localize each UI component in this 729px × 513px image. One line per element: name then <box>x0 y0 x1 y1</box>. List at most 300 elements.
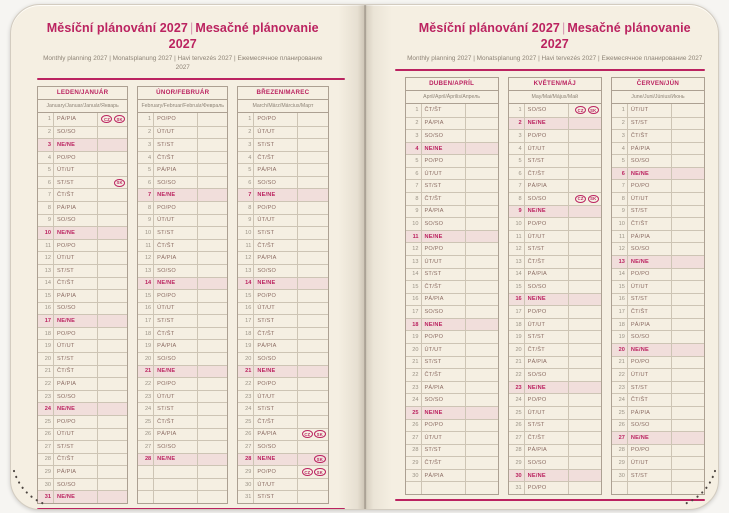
month-title: ČERVEN/JÚN <box>612 78 704 91</box>
day-number: 12 <box>238 252 254 264</box>
notes-cell <box>198 315 227 327</box>
notes-cell <box>466 344 498 356</box>
notes-cell <box>298 303 327 315</box>
day-number <box>138 491 154 503</box>
notes-cell <box>569 394 601 406</box>
day-of-week-label: PÁ/PIA <box>422 470 466 482</box>
day-row <box>38 428 127 441</box>
notes-cell <box>198 403 227 415</box>
day-number: 13 <box>612 256 628 268</box>
day-number: 24 <box>509 394 525 406</box>
day-number: 31 <box>509 482 525 494</box>
day-row <box>238 239 327 252</box>
notes-cell <box>672 218 704 230</box>
day-of-week-label: ČT/ŠT <box>422 281 466 293</box>
day-row <box>612 393 704 406</box>
notes-cell <box>98 454 127 466</box>
day-row <box>612 192 704 205</box>
day-of-week-label: ÚT/UT <box>54 164 98 176</box>
day-row <box>138 302 227 315</box>
day-number: 10 <box>238 227 254 239</box>
day-number: 7 <box>138 189 154 201</box>
month-rows <box>238 113 327 503</box>
day-row <box>38 352 127 365</box>
empty-filler-row <box>406 481 498 494</box>
day-row <box>238 314 327 327</box>
day-row <box>612 242 704 255</box>
day-of-week-label <box>422 482 466 494</box>
day-of-week-label: SO/SO <box>254 177 298 189</box>
notes-cell <box>98 403 127 415</box>
day-number: 27 <box>38 441 54 453</box>
notes-cell <box>466 482 498 494</box>
day-of-week-label: ÚT/UT <box>525 319 569 331</box>
day-number: 8 <box>38 202 54 214</box>
notes-cell <box>198 491 227 503</box>
month-table <box>37 86 128 504</box>
day-number: 13 <box>238 265 254 277</box>
day-row <box>406 406 498 419</box>
day-of-week-label: ÚT/UT <box>628 457 672 469</box>
day-number: 14 <box>406 269 422 281</box>
day-of-week-label: ČT/ŠT <box>525 256 569 268</box>
notes-cell <box>466 180 498 192</box>
day-row <box>406 444 498 457</box>
holiday-badge-sk: SK <box>114 179 125 187</box>
day-row <box>38 478 127 491</box>
day-row <box>406 318 498 331</box>
day-number: 3 <box>406 130 422 142</box>
notes-cell <box>298 127 327 139</box>
day-number: 1 <box>138 113 154 126</box>
month-subtitle: May/Mai/Május/Май <box>509 91 601 104</box>
day-of-week-label: ÚT/UT <box>422 432 466 444</box>
notes-cell <box>672 155 704 167</box>
notes-cell <box>569 130 601 142</box>
day-row <box>238 151 327 164</box>
day-of-week-label: NE/NE <box>422 319 466 331</box>
day-number: 27 <box>406 432 422 444</box>
day-of-week-label: NE/NE <box>422 143 466 155</box>
notes-cell <box>198 454 227 466</box>
day-of-week-label: ČT/ŠT <box>54 366 98 378</box>
day-of-week-label: ST/ST <box>422 269 466 281</box>
holiday-badge-sk: SK <box>314 455 325 463</box>
notes-cell <box>198 265 227 277</box>
day-number: 6 <box>138 177 154 189</box>
day-number: 16 <box>406 294 422 306</box>
day-of-week-label: ÚT/UT <box>254 215 298 227</box>
day-number: 16 <box>238 303 254 315</box>
day-of-week-label: ČT/ŠT <box>628 218 672 230</box>
day-of-week-label: NE/NE <box>254 366 298 378</box>
day-row <box>509 255 601 268</box>
notes-cell <box>466 420 498 432</box>
notes-cell <box>569 269 601 281</box>
notes-cell <box>298 479 327 491</box>
day-number: 19 <box>38 340 54 352</box>
page-subtitle: Monthly planning 2027 | Monatsplanung 2027 | Havi tervezés 2027 | Ежемесячное планирование 2027 <box>407 55 703 62</box>
day-row <box>509 242 601 255</box>
notes-cell <box>569 168 601 180</box>
day-number: 28 <box>406 445 422 457</box>
notes-cell <box>466 143 498 155</box>
day-of-week-label: ST/ST <box>54 441 98 453</box>
notes-cell <box>672 369 704 381</box>
day-of-week-label: ST/ST <box>154 227 198 239</box>
day-row <box>406 305 498 318</box>
day-row <box>138 226 227 239</box>
day-row <box>138 151 227 164</box>
day-of-week-label: SO/SO <box>422 306 466 318</box>
day-row <box>406 393 498 406</box>
day-of-week-label: PO/PO <box>54 240 98 252</box>
day-of-week-label: ÚT/UT <box>154 303 198 315</box>
day-of-week-label: NE/NE <box>154 278 198 290</box>
day-of-week-label: NE/NE <box>154 454 198 466</box>
page-title-cz: Měsíční plánování 2027 <box>46 21 188 35</box>
day-row <box>238 377 327 390</box>
notes-cell <box>672 432 704 444</box>
day-row <box>238 478 327 491</box>
day-of-week-label: ÚT/UT <box>154 391 198 403</box>
day-row <box>509 293 601 306</box>
day-number: 2 <box>612 118 628 130</box>
month-title: BŘEZEN/MAREC <box>238 87 327 100</box>
notes-cell <box>198 177 227 189</box>
notes-cell <box>298 391 327 403</box>
day-number: 4 <box>406 143 422 155</box>
notes-cell <box>672 104 704 117</box>
day-of-week-label: ST/ST <box>254 403 298 415</box>
day-number: 5 <box>612 155 628 167</box>
day-of-week-label: ČT/ŠT <box>54 454 98 466</box>
day-row <box>38 339 127 352</box>
day-number: 8 <box>138 202 154 214</box>
notes-cell <box>672 344 704 356</box>
notes-cell <box>98 491 127 503</box>
notes-cell <box>672 482 704 494</box>
day-number: 2 <box>238 127 254 139</box>
day-number: 25 <box>238 416 254 428</box>
day-number: 14 <box>38 278 54 290</box>
months-grid <box>405 77 706 495</box>
day-number: 22 <box>612 369 628 381</box>
day-number: 12 <box>406 243 422 255</box>
day-row <box>406 456 498 469</box>
day-row <box>509 192 601 205</box>
day-number: 7 <box>238 189 254 201</box>
notes-cell <box>298 177 327 189</box>
day-of-week-label: PO/PO <box>422 155 466 167</box>
holiday-badge-cz: CZ <box>302 468 313 476</box>
notes-cell <box>298 152 327 164</box>
notes-cell <box>98 202 127 214</box>
notes-cell <box>672 331 704 343</box>
day-number: 26 <box>612 420 628 432</box>
day-row <box>509 330 601 343</box>
notes-cell <box>198 416 227 428</box>
page-title-cz: Měsíční plánování 2027 <box>418 21 560 35</box>
day-of-week-label: NE/NE <box>628 344 672 356</box>
notes-cell <box>298 429 327 441</box>
day-number: 9 <box>509 206 525 218</box>
day-number: 28 <box>238 454 254 466</box>
day-number: 23 <box>238 391 254 403</box>
notes-cell <box>672 168 704 180</box>
day-of-week-label: PO/PO <box>525 306 569 318</box>
day-of-week-label: ČT/ŠT <box>422 104 466 117</box>
day-row <box>612 217 704 230</box>
day-of-week-label: SO/SO <box>525 457 569 469</box>
notes-cell <box>466 155 498 167</box>
day-row <box>38 201 127 214</box>
day-of-week-label: SO/SO <box>254 353 298 365</box>
day-number: 20 <box>406 344 422 356</box>
notes-cell <box>569 256 601 268</box>
day-number: 20 <box>509 344 525 356</box>
day-number: 17 <box>509 306 525 318</box>
notes-cell <box>672 243 704 255</box>
day-of-week-label: PÁ/PIA <box>525 357 569 369</box>
notes-cell <box>569 432 601 444</box>
day-row <box>612 280 704 293</box>
header-rule <box>395 69 706 71</box>
day-number: 30 <box>238 479 254 491</box>
notes-cell <box>198 113 227 126</box>
day-row <box>238 289 327 302</box>
day-number: 21 <box>406 357 422 369</box>
day-row <box>509 268 601 281</box>
day-number: 16 <box>138 303 154 315</box>
day-of-week-label: ST/ST <box>422 180 466 192</box>
day-number: 5 <box>406 155 422 167</box>
day-row <box>138 163 227 176</box>
day-number: 8 <box>612 193 628 205</box>
day-number: 9 <box>612 206 628 218</box>
day-number: 17 <box>238 315 254 327</box>
notes-cell <box>569 118 601 130</box>
day-of-week-label: PÁ/PIA <box>525 269 569 281</box>
notes-cell <box>98 353 127 365</box>
day-number: 25 <box>38 416 54 428</box>
day-number: 1 <box>612 104 628 117</box>
notes-cell <box>198 164 227 176</box>
day-number: 13 <box>509 256 525 268</box>
day-of-week-label: ÚT/UT <box>254 127 298 139</box>
day-number: 4 <box>509 143 525 155</box>
day-row <box>138 377 227 390</box>
day-of-week-label: PÁ/PIA <box>254 164 298 176</box>
day-of-week-label: NE/NE <box>54 491 98 503</box>
day-of-week-label: ČT/ŠT <box>54 189 98 201</box>
month-rows <box>38 113 127 503</box>
day-row <box>509 305 601 318</box>
page-title <box>405 20 706 52</box>
day-row <box>38 163 127 176</box>
day-row <box>509 142 601 155</box>
day-of-week-label: ÚT/UT <box>154 215 198 227</box>
day-of-week-label: SO/SO <box>54 127 98 139</box>
day-number: 21 <box>509 357 525 369</box>
day-number: 19 <box>138 340 154 352</box>
notes-cell <box>98 466 127 478</box>
notes-cell <box>98 303 127 315</box>
day-of-week-label: PÁ/PIA <box>154 429 198 441</box>
day-number: 25 <box>612 407 628 419</box>
notes-cell <box>198 227 227 239</box>
day-row <box>406 192 498 205</box>
day-number: 23 <box>612 382 628 394</box>
day-number: 20 <box>238 353 254 365</box>
day-number: 7 <box>509 180 525 192</box>
day-number: 3 <box>138 139 154 151</box>
day-number: 21 <box>38 366 54 378</box>
day-row <box>406 293 498 306</box>
notes-cell <box>569 457 601 469</box>
notes-cell <box>466 394 498 406</box>
day-number: 14 <box>238 278 254 290</box>
day-number: 15 <box>406 281 422 293</box>
day-row <box>138 365 227 378</box>
holiday-badge-sk: SK <box>114 115 125 123</box>
notes-cell <box>466 281 498 293</box>
day-of-week-label: NE/NE <box>154 366 198 378</box>
day-row <box>612 318 704 331</box>
day-number: 24 <box>138 403 154 415</box>
day-of-week-label: NE/NE <box>525 382 569 394</box>
day-row <box>238 264 327 277</box>
day-of-week-label: NE/NE <box>628 168 672 180</box>
holiday-badge-sk: SK <box>314 468 325 476</box>
day-of-week-label: ST/ST <box>254 315 298 327</box>
day-row <box>38 490 127 503</box>
day-number: 20 <box>138 353 154 365</box>
month-subtitle: April/April/Április/Апрель <box>406 91 498 104</box>
day-number: 29 <box>38 466 54 478</box>
day-row <box>509 117 601 130</box>
day-number: 14 <box>612 269 628 281</box>
day-number: 23 <box>38 391 54 403</box>
day-row <box>509 104 601 117</box>
day-of-week-label: PO/PO <box>54 416 98 428</box>
day-number: 27 <box>509 432 525 444</box>
day-row <box>406 205 498 218</box>
notes-cell <box>569 357 601 369</box>
page-title <box>37 20 329 52</box>
day-number: 7 <box>406 180 422 192</box>
day-of-week-label: ST/ST <box>525 155 569 167</box>
day-of-week-label: ÚT/UT <box>422 344 466 356</box>
day-number: 18 <box>38 328 54 340</box>
notes-cell <box>198 353 227 365</box>
day-of-week-label: PO/PO <box>54 328 98 340</box>
day-row <box>509 343 601 356</box>
notes-cell <box>466 206 498 218</box>
notes-cell <box>98 340 127 352</box>
notes-cell <box>98 366 127 378</box>
day-number: 1 <box>406 104 422 117</box>
day-number: 12 <box>138 252 154 264</box>
day-row <box>238 415 327 428</box>
day-of-week-label: PÁ/PIA <box>628 143 672 155</box>
notes-cell <box>672 470 704 482</box>
notes-cell <box>198 215 227 227</box>
notes-cell <box>98 189 127 201</box>
day-of-week-label: PÁ/PIA <box>54 378 98 390</box>
day-of-week-label: SO/SO <box>628 155 672 167</box>
day-row <box>138 339 227 352</box>
day-row <box>238 390 327 403</box>
day-number: 21 <box>238 366 254 378</box>
day-row <box>509 205 601 218</box>
day-of-week-label: PO/PO <box>422 331 466 343</box>
day-of-week-label: PÁ/PIA <box>54 466 98 478</box>
day-row <box>238 302 327 315</box>
day-row <box>406 242 498 255</box>
notes-cell <box>466 445 498 457</box>
notes-cell <box>569 420 601 432</box>
day-of-week-label: ČT/ŠT <box>525 344 569 356</box>
day-row <box>238 277 327 290</box>
day-row <box>238 251 327 264</box>
day-row <box>38 176 127 189</box>
day-number: 24 <box>406 394 422 406</box>
day-of-week-label: ÚT/UT <box>254 303 298 315</box>
notes-cell <box>198 127 227 139</box>
day-number: 9 <box>238 215 254 227</box>
notes-cell <box>298 139 327 151</box>
month-subtitle: February/Februar/Február/Февраль <box>138 100 227 113</box>
notes-cell <box>466 231 498 243</box>
day-of-week-label: ČT/ŠT <box>525 432 569 444</box>
notes-cell <box>198 252 227 264</box>
day-row <box>138 390 227 403</box>
day-row <box>38 440 127 453</box>
day-of-week-label: SO/SO <box>422 218 466 230</box>
footer-rule <box>395 499 706 501</box>
day-number: 7 <box>38 189 54 201</box>
day-of-week-label: SO/SO <box>628 243 672 255</box>
day-row <box>138 402 227 415</box>
day-row <box>138 239 227 252</box>
day-of-week-label: ČT/ŠT <box>628 130 672 142</box>
day-of-week-label: PO/PO <box>254 466 298 478</box>
day-row <box>406 330 498 343</box>
notes-cell <box>466 407 498 419</box>
day-row <box>509 406 601 419</box>
notes-cell <box>466 369 498 381</box>
day-row <box>612 154 704 167</box>
day-row <box>38 415 127 428</box>
day-of-week-label: PÁ/PIA <box>628 231 672 243</box>
notes-cell <box>198 278 227 290</box>
notes-cell <box>298 378 327 390</box>
month-table <box>611 77 705 495</box>
day-number: 13 <box>406 256 422 268</box>
month-title: DUBEN/APRÍL <box>406 78 498 91</box>
day-of-week-label <box>154 466 198 478</box>
notes-cell <box>672 206 704 218</box>
day-of-week-label: PO/PO <box>525 482 569 494</box>
empty-filler-row <box>138 478 227 491</box>
notes-cell <box>298 290 327 302</box>
day-of-week-label: SO/SO <box>54 215 98 227</box>
empty-filler-row <box>138 490 227 503</box>
day-of-week-label: ČT/ŠT <box>628 394 672 406</box>
day-row <box>238 352 327 365</box>
notes-cell <box>98 127 127 139</box>
